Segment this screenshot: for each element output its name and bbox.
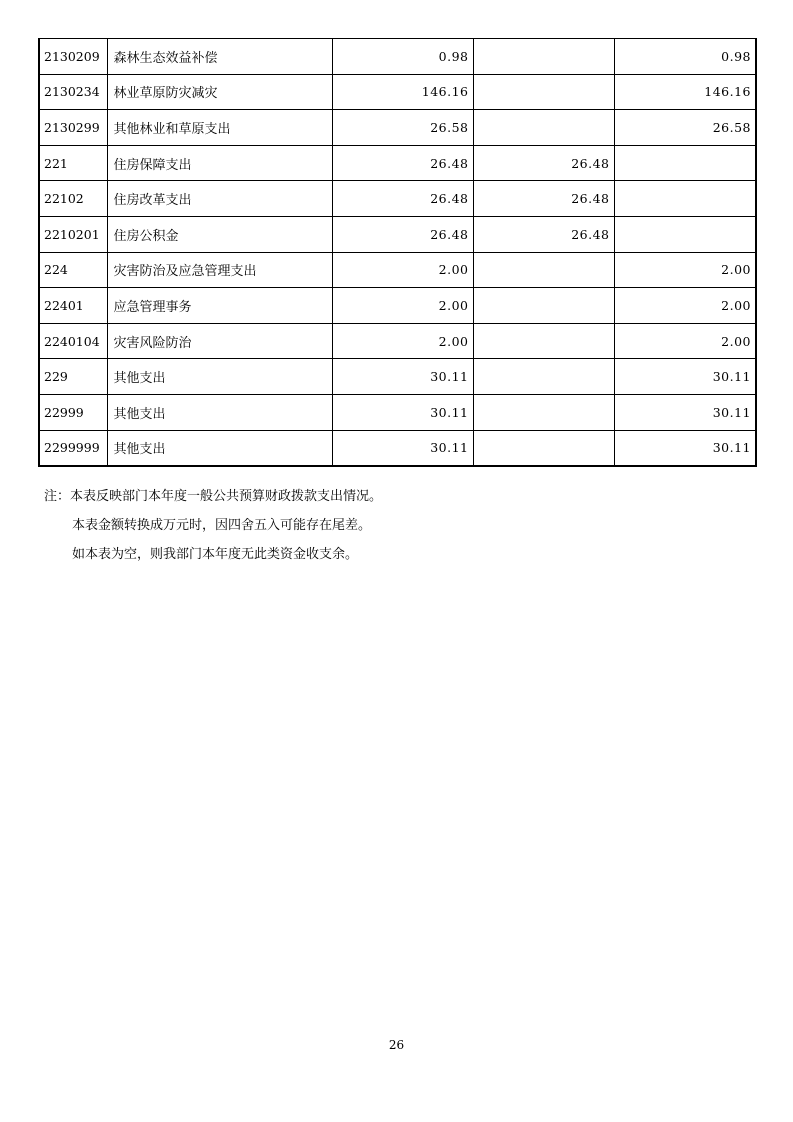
table-row — [39, 181, 756, 217]
total-amount-cell: 146.16 — [332, 74, 473, 110]
table-row — [39, 288, 756, 324]
total-amount-cell: 30.11 — [332, 359, 473, 395]
basic-expenditure-cell: 26.48 — [473, 216, 614, 252]
total-amount-cell: 26.58 — [332, 110, 473, 146]
subject-code-cell: 22999 — [39, 394, 107, 430]
project-expenditure-cell — [614, 181, 756, 217]
total-amount-cell: 2.00 — [332, 288, 473, 324]
subject-code-cell: 2240104 — [39, 323, 107, 359]
subject-name-cell: 其他支出 — [107, 359, 332, 395]
total-amount-cell: 0.98 — [332, 39, 473, 75]
basic-expenditure-cell — [473, 430, 614, 466]
subject-code-cell: 2130299 — [39, 110, 107, 146]
table-row — [39, 252, 756, 288]
table-row — [39, 430, 756, 466]
table-row — [39, 394, 756, 430]
subject-code-cell: 224 — [39, 252, 107, 288]
project-expenditure-cell: 146.16 — [614, 74, 756, 110]
table-body — [39, 39, 756, 466]
subject-name-cell: 住房改革支出 — [107, 181, 332, 217]
basic-expenditure-cell — [473, 74, 614, 110]
project-expenditure-cell — [614, 216, 756, 252]
basic-expenditure-cell — [473, 39, 614, 75]
basic-expenditure-cell — [473, 394, 614, 430]
subject-name-cell: 住房保障支出 — [107, 145, 332, 181]
subject-name-cell: 灾害防治及应急管理支出 — [107, 252, 332, 288]
project-expenditure-cell: 30.11 — [614, 394, 756, 430]
subject-name-cell: 应急管理事务 — [107, 288, 332, 324]
project-expenditure-cell: 2.00 — [614, 252, 756, 288]
basic-expenditure-cell — [473, 323, 614, 359]
basic-expenditure-cell: 26.48 — [473, 181, 614, 217]
subject-code-cell: 2299999 — [39, 430, 107, 466]
basic-expenditure-cell — [473, 110, 614, 146]
table-row — [39, 145, 756, 181]
total-amount-cell: 26.48 — [332, 145, 473, 181]
basic-expenditure-cell — [473, 252, 614, 288]
subject-code-cell: 2130234 — [39, 74, 107, 110]
table-row — [39, 359, 756, 395]
note-line-1: 注：本表反映部门本年度一般公共预算财政拨款支出情况。 — [44, 489, 383, 504]
page-number: 26 — [388, 1038, 405, 1052]
basic-expenditure-cell — [473, 288, 614, 324]
basic-expenditure-cell — [473, 359, 614, 395]
subject-name-cell: 住房公积金 — [107, 216, 332, 252]
total-amount-cell: 2.00 — [332, 252, 473, 288]
table-row — [39, 110, 756, 146]
subject-name-cell: 其他林业和草原支出 — [107, 110, 332, 146]
subject-code-cell: 22401 — [39, 288, 107, 324]
project-expenditure-cell: 30.11 — [614, 359, 756, 395]
table-row — [39, 39, 756, 75]
subject-name-cell: 森林生态效益补偿 — [107, 39, 332, 75]
subject-name-cell: 灾害风险防治 — [107, 323, 332, 359]
note-line-3: 如本表为空，则我部门本年度无此类资金收支余。 — [72, 547, 359, 562]
subject-name-cell: 林业草原防灾减灾 — [107, 74, 332, 110]
subject-code-cell: 2130209 — [39, 39, 107, 75]
project-expenditure-cell: 2.00 — [614, 323, 756, 359]
project-expenditure-cell: 26.58 — [614, 110, 756, 146]
subject-name-cell: 其他支出 — [107, 430, 332, 466]
project-expenditure-cell: 0.98 — [614, 39, 756, 75]
subject-name-cell: 其他支出 — [107, 394, 332, 430]
subject-code-cell: 2210201 — [39, 216, 107, 252]
table-row — [39, 74, 756, 110]
subject-code-cell: 229 — [39, 359, 107, 395]
total-amount-cell: 26.48 — [332, 181, 473, 217]
note-line-2: 本表金额转换成万元时，因四舍五入可能存在尾差。 — [72, 518, 372, 533]
project-expenditure-cell: 2.00 — [614, 288, 756, 324]
total-amount-cell: 30.11 — [332, 394, 473, 430]
table-row — [39, 216, 756, 252]
budget-expenditure-table — [38, 38, 757, 467]
project-expenditure-cell — [614, 145, 756, 181]
table-row — [39, 323, 756, 359]
subject-code-cell: 22102 — [39, 181, 107, 217]
total-amount-cell: 26.48 — [332, 216, 473, 252]
total-amount-cell: 2.00 — [332, 323, 473, 359]
total-amount-cell: 30.11 — [332, 430, 473, 466]
table-notes — [44, 482, 382, 569]
subject-code-cell: 221 — [39, 145, 107, 181]
basic-expenditure-cell: 26.48 — [473, 145, 614, 181]
project-expenditure-cell: 30.11 — [614, 430, 756, 466]
